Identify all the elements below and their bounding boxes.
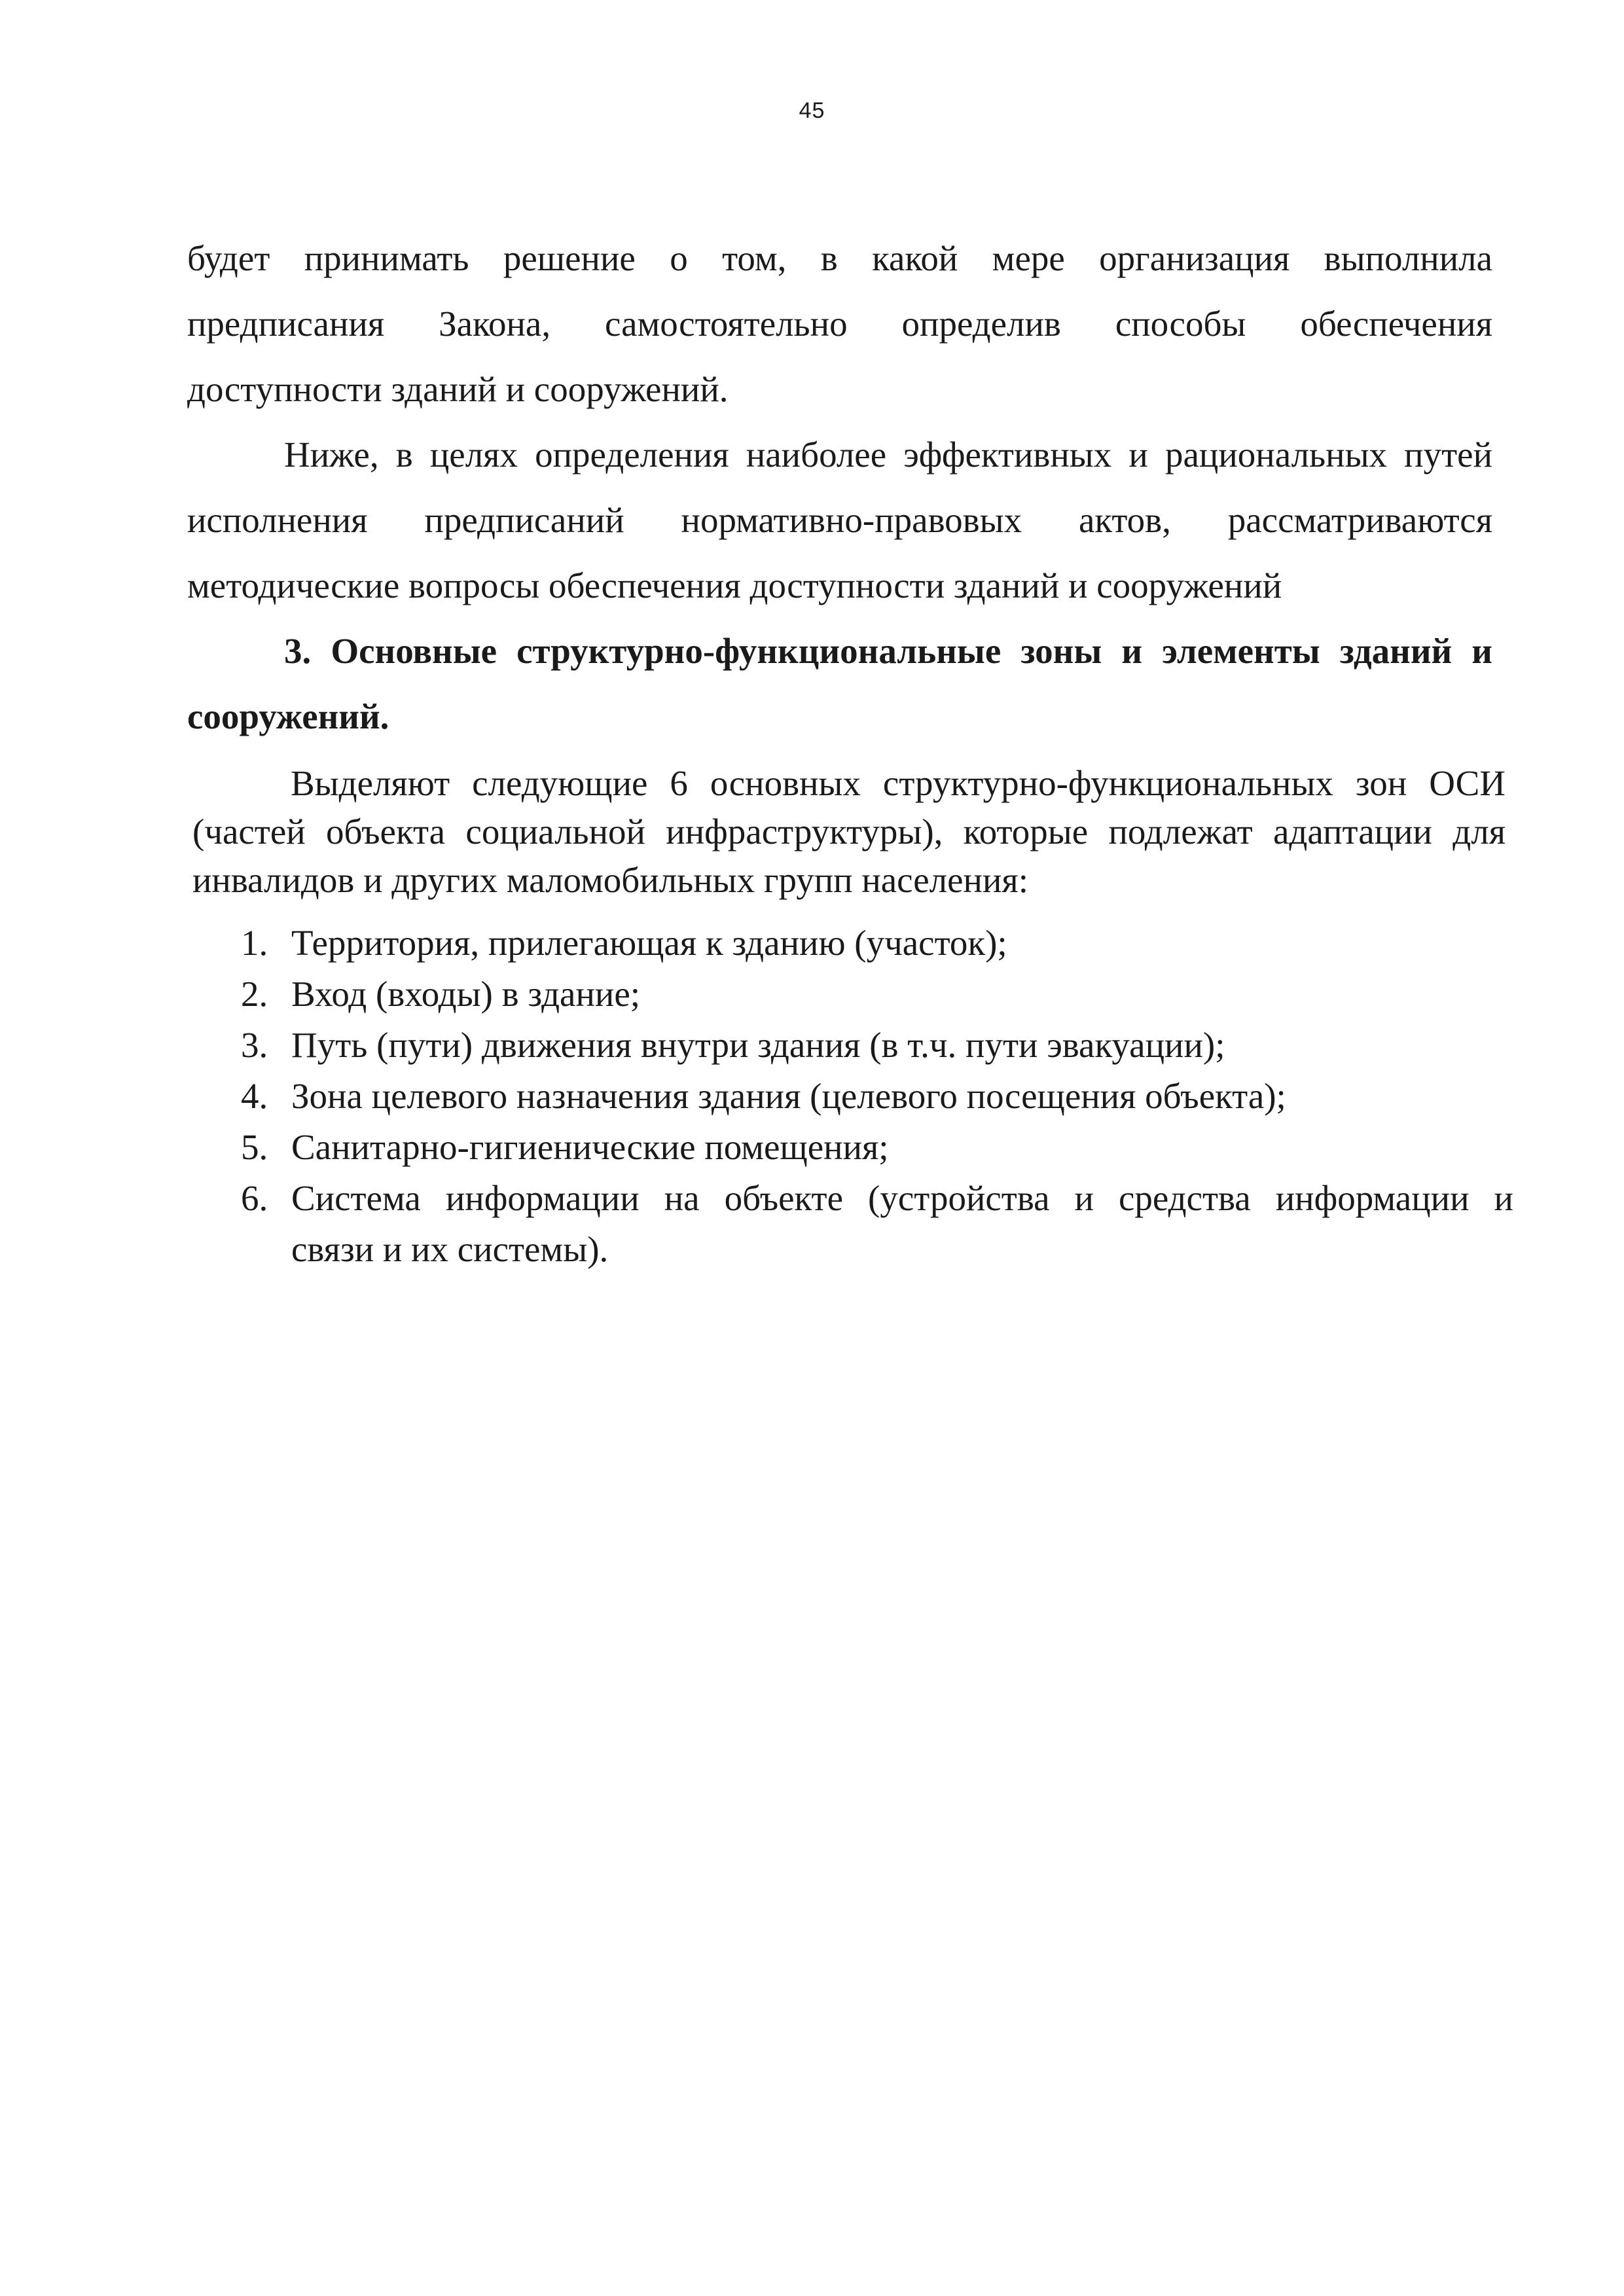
list-item-number: 6. (241, 1178, 268, 1218)
list-item (196, 1173, 1513, 1275)
paragraph-line: исполнения предписаний нормативно-правовых актов, рассматриваются (187, 500, 1492, 540)
paragraph-line: инвалидов и других маломобильных групп населения: (192, 860, 1028, 900)
paragraph-line: методические вопросы обеспечения доступности зданий и сооружений (187, 565, 1282, 605)
paragraph-line: доступности зданий и сооружений. (187, 369, 729, 409)
list-item (196, 969, 1513, 1020)
list-item-text: Территория, прилегающая к зданию (участок); (291, 923, 1007, 963)
paragraph-line: Выделяют следующие 6 основных структурно-функциональных зон ОСИ (291, 763, 1506, 803)
list-item-text: Зона целевого назначения здания (целевого посещения объекта); (291, 1076, 1286, 1116)
page-number: 45 (799, 98, 825, 123)
zones-list (196, 918, 1513, 1275)
list-item (196, 918, 1513, 969)
list-item-text: Вход (входы) в здание; (291, 974, 641, 1014)
list-item-number: 4. (241, 1076, 268, 1116)
list-item (196, 1122, 1513, 1173)
list-item (196, 1071, 1513, 1122)
list-item-number: 3. (241, 1025, 268, 1065)
paragraph-line: Ниже, в целях определения наиболее эффективных и рациональных путей (284, 435, 1492, 475)
heading-line: 3. Основные структурно-функциональные зоны и элементы зданий и (284, 631, 1492, 671)
paragraph-zones-intro (192, 759, 1506, 905)
paragraph-line: (частей объекта социальной инфраструктуры), которые подлежат адаптации для (192, 812, 1506, 852)
list-item-number: 2. (241, 974, 268, 1014)
section-heading (187, 619, 1492, 749)
paragraph-line: предписания Закона, самостоятельно определив способы обеспечения (187, 304, 1492, 344)
list-item (196, 1020, 1513, 1071)
paragraph-continuation (187, 226, 1492, 422)
list-item-number: 5. (241, 1127, 268, 1167)
heading-line: сооружений. (187, 696, 389, 736)
list-item-number: 1. (241, 923, 268, 963)
paragraph-line: будет принимать решение о том, в какой мере организация выполнила (187, 238, 1492, 278)
list-item-text: Путь (пути) движения внутри здания (в т.ч. пути эвакуации); (291, 1025, 1225, 1065)
paragraph-methodology (187, 422, 1492, 619)
list-item-text: Санитарно-гигиенические помещения; (291, 1127, 889, 1167)
list-item-text: Система информации на объекте (устройства и средства информации и (291, 1178, 1513, 1218)
list-item-text: связи и их системы). (291, 1229, 609, 1269)
